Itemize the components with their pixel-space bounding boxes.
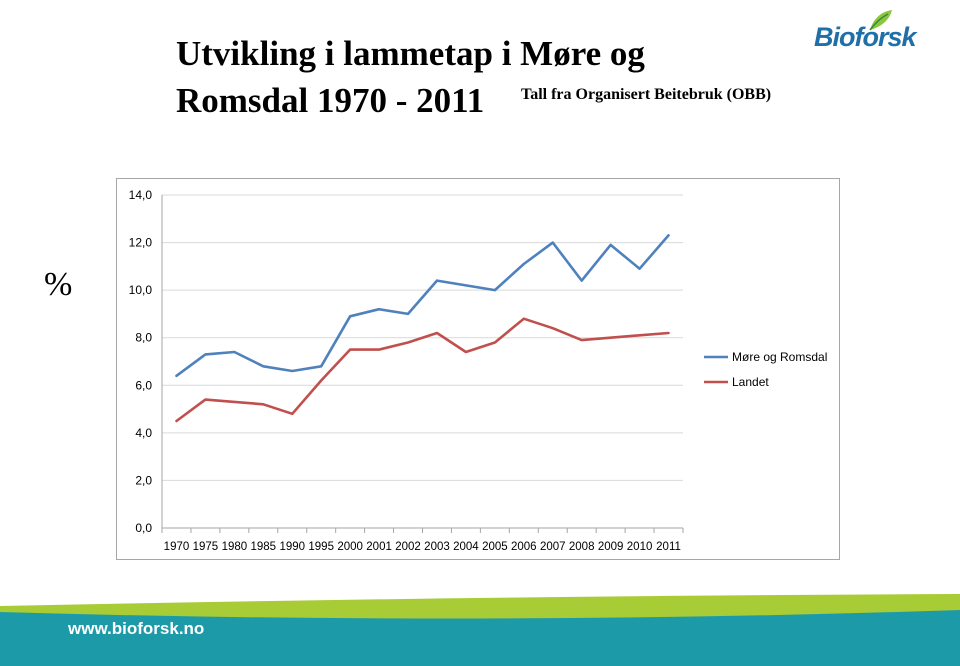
x-tick-label: 1975 — [192, 541, 219, 553]
x-tick-label: 2011 — [656, 541, 681, 553]
y-axis-unit-label: % — [44, 266, 73, 303]
logo-text: Bioforsk — [814, 22, 916, 52]
x-tick-label: 2003 — [424, 541, 450, 553]
x-tick-label: 2009 — [597, 541, 624, 553]
x-tick-label: 1995 — [308, 541, 334, 553]
y-tick-label: 0,0 — [135, 521, 152, 535]
series-line-2 — [177, 319, 669, 421]
series-line-1 — [177, 235, 669, 375]
x-tick-label: 2006 — [511, 541, 537, 553]
legend-label: Landet — [732, 375, 769, 389]
line-chart — [117, 179, 841, 561]
y-tick-label: 10,0 — [128, 283, 152, 298]
legend-label: Møre og Romsdal — [732, 350, 828, 364]
x-tick-label: 1985 — [250, 541, 277, 553]
x-tick-label: 2008 — [568, 541, 595, 553]
x-tick-label: 2002 — [395, 541, 421, 553]
y-tick-label: 8,0 — [135, 330, 152, 345]
x-tick-label: 2000 — [337, 541, 363, 553]
y-tick-label: 4,0 — [135, 425, 152, 440]
x-tick-label: 1970 — [163, 541, 190, 553]
y-tick-label: 12,0 — [128, 235, 152, 250]
x-tick-label: 1990 — [279, 541, 306, 553]
x-tick-label: 2004 — [453, 541, 479, 553]
chart-frame — [116, 178, 840, 560]
y-tick-label: 2,0 — [135, 473, 152, 488]
slide-subtitle: Tall fra Organisert Beitebruk (OBB) — [521, 86, 772, 103]
bioforsk-logo — [814, 8, 924, 60]
y-tick-label: 14,0 — [128, 188, 152, 202]
x-tick-label: 2007 — [539, 541, 566, 553]
x-tick-label: 2001 — [366, 541, 392, 553]
x-tick-label: 2010 — [626, 541, 653, 553]
footer-url[interactable]: www.bioforsk.no — [68, 619, 205, 638]
slide-title: Utvikling i lammetap i Møre og Romsdal 1970 - 2011 — [176, 34, 645, 120]
x-tick-label: 1980 — [221, 541, 248, 553]
y-tick-label: 6,0 — [135, 378, 152, 393]
x-tick-label: 2005 — [482, 541, 508, 553]
leaf-icon — [814, 8, 924, 60]
